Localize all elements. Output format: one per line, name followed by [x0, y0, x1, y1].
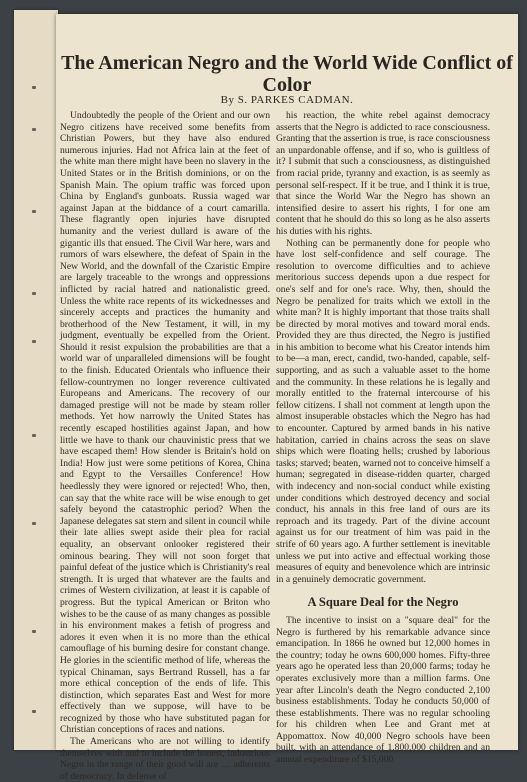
binding-hole	[32, 434, 36, 437]
paragraph: Undoubtedly the people of the Orient and our own Negro citizens have received some benefits from Christian Powers, but they have also endured numerous injuries. Had not Africa lain at the feet of the white man there might have been no slavery in the United States or in the British dominions, or on the Spanish Main. The opium traffic was forced upon China by England's gunboats. Russia waged war against Japan at the biddance of a court camarilla. These flagrantly open injuries have disrupted humanity and the veriest dullard is aware of the gigantic ills that ensued. The Civil War here, wars and rumors of wars elsewhere, the defeat of Spain in the New World, and the downfall of the Czaristic Empire are largely traceable to the wrongs and oppressions inflicted by racial hatred and nationalistic greed. Unless the white race repents of its wickednesses and sincerely accepts and practices the humanity and brotherhood of the New Testament, it will, in my judgment, eventually be expelled from the Orient. Should it resist expulsion the probabilities are that a world war of unparalleled dimensions will be fought to the finish. Educated Orientals who influence their fellow-countrymen no longer reverence cultivated Europeans and Americans. The recovery of our damaged prestige will not be made by steam roller methods. Yet how narrowly the United States has recently escaped hostilities against Japan, and how little we have to thank our chauvinistic press that we have escaped them! How slender is Britain's hold on India! How just were some petitions of Korea, China and Egypt to the Versailles Conference! How heedlessly they were ignored or rejected! Who, then, can say that the white race will be wise enough to get safely beyond the catastrophic period? When the Japanese delegates sat stern and silent in council while their late allies swept aside their plea for racial equality, an observant onlooker registered their ominous bearing. They will not soon forget that painful defeat of the justice which is Christianity's real strength. It is urged that whatever are the faults and crimes of Western civilization, at least it is capable of progress. But the typical American or Briton who wishes to be the cause of as many changes as possible in his environment makes a fetish of progress and adores it even when it is no more than the ethical camouflage of his burning desire for constant change. He glories in the scientific method of life, whereas the typical Chinaman, says Bertrand Russell, has a far more ethical conception of the ends of life. This distinction, which separates East and West for more effectively than we suppose, will have to be recognized by those who have substituted pagan for Christian conceptions of races and nations.	[60, 110, 270, 736]
right-column	[276, 110, 490, 766]
newspaper-clipping	[56, 14, 518, 782]
paragraph: his reaction, the white rebel against democracy asserts that the Negro is addicted to race consciousness. Granting that the assertion is true, is race consciousness an unpardonable offense, and if so, who is guiltless of it? I submit that such a consciousness, as distinguished from racial pride, tyranny and exaction, is as seemly as personal self-respect. If it be true, and I think it is true, that since the World War the Negro has shown an intensified desire to assert his rights, I for one am content that he should do this so long as he also asserts his duties with his rights.	[276, 110, 490, 237]
adjacent-page-strip	[14, 10, 58, 750]
paragraph: Nothing can be permanently done for people who have lost self-confidence and self courage. The resolution to overcome difficulties and to achieve meritorious success depends upon a due respect for one's self and for one's race. Why, then, should the Negro be penalized for traits which we extoll in the white man? It is highly important that those traits shall be directed by moral motives and toward moral ends. Provided they are thus directed, the Negro is justified in his ambition to become what his Creator intends him to be—a man, erect, candid, two-handed, capable, self-supporting, and as such a valuable asset to the home and the community. In these relations he is legally and morally entitled to the fraternal intercourse of his fellow citizens. I shall not comment at length upon the almost insuperable obstacles which the Negro has had to encounter. Captured by armed bands in his native habitation, carried in chains across the seas on slave ships which were floating hells; crushed by laborious tasks; starved; beaten, warned not to conceive himself a human; segregated in disease-ridden quarter, charged with indecency and non-social conduct while existing under conditions which destroyed decency and social conduct, his annals in this free land of ours are its reproach and its tragedy. Part of the divine account against us for our treatment of him was paid in the strife of 60 years ago. A further settlement is inevitable unless we put into active and effectual working those measures of equity and benevolence which are intrinsic in a genuinely democratic government.	[276, 237, 490, 585]
binding-hole	[32, 86, 36, 89]
paragraph: The Americans who are not willing to identify themselves with and to include the honest, industrious Negro in the range of their good will are … adherents of democracy. In defense of	[60, 736, 270, 782]
binding-hole	[32, 710, 36, 713]
binding-hole	[32, 630, 36, 633]
left-column	[60, 110, 270, 782]
binding-hole	[32, 340, 36, 343]
binding-hole	[32, 292, 36, 295]
binding-hole	[32, 522, 36, 525]
section-subheading: A Square Deal for the Negro	[307, 595, 459, 610]
article-byline: By S. PARKES CADMAN.	[220, 94, 354, 106]
binding-hole	[32, 210, 36, 213]
paragraph: The incentive to insist on a "square deal" for the Negro is furthered by his remarkable advance since emancipation. In 1866 he owned but 12,000 homes in the country; today he owns 600,000 homes. Fifty-three years ago he operated less than 20,000 farms; today he operates exclusively more than a million farms. One year after Lincoln's death the Negro conducted 2,100 business establishments. Today he conducts 50,000 of these establishments. There was no regular schooling for his children when Lee and Grant met at Appomattox. Now 40,000 Negro schools have been built, with an attendance of 1,800,000 children and an annual expenditure of $15,000	[276, 614, 490, 766]
article-title: The American Negro and the World Wide Conflict of Color	[61, 52, 513, 96]
binding-hole	[32, 128, 36, 131]
